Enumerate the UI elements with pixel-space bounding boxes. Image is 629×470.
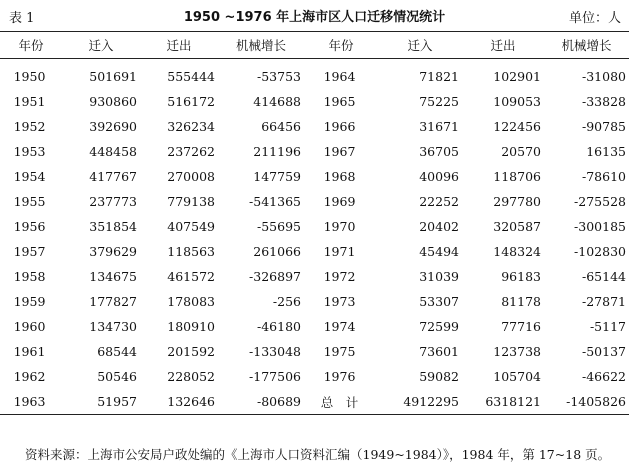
out-cell: 326234	[167, 119, 215, 134]
year-cell: 总 计	[320, 394, 359, 410]
year-cell: 1953	[13, 144, 46, 159]
net-cell: -53753	[257, 69, 301, 84]
out-cell: 132646	[167, 394, 215, 409]
out-cell: 779138	[167, 194, 215, 209]
year-cell: 1966	[323, 119, 356, 134]
in-cell: 71821	[419, 69, 459, 84]
col-header-year-2: 年份	[328, 38, 354, 53]
year-cell: 1968	[323, 169, 356, 184]
table-row	[0, 114, 629, 139]
year-cell: 1972	[323, 269, 356, 284]
net-cell: -50137	[582, 344, 626, 359]
table-row	[0, 164, 629, 189]
net-cell: -46622	[582, 369, 626, 384]
table-row	[0, 239, 629, 264]
table-row	[0, 389, 629, 415]
year-cell: 1970	[323, 219, 356, 234]
table-row	[0, 89, 629, 114]
in-cell: 68544	[97, 344, 137, 359]
in-cell: 134730	[89, 319, 137, 334]
out-cell: 270008	[167, 169, 215, 184]
out-cell: 20570	[501, 144, 541, 159]
year-cell: 1956	[13, 219, 46, 234]
in-cell: 448458	[89, 144, 137, 159]
net-cell: -541365	[249, 194, 301, 209]
net-cell: -27871	[582, 294, 626, 309]
out-cell: 320587	[493, 219, 541, 234]
in-cell: 59082	[419, 369, 459, 384]
in-cell: 379629	[89, 244, 137, 259]
net-cell: -65144	[582, 269, 626, 284]
in-cell: 237773	[89, 194, 137, 209]
net-cell: -1405826	[566, 394, 626, 409]
col-header-net-2: 机械增长	[561, 38, 612, 53]
net-cell: -326897	[249, 269, 301, 284]
out-cell: 118706	[493, 169, 541, 184]
year-cell: 1973	[323, 294, 356, 309]
out-cell: 516172	[167, 94, 215, 109]
year-cell: 1955	[13, 194, 46, 209]
net-cell: 261066	[253, 244, 301, 259]
in-cell: 72599	[419, 319, 459, 334]
in-cell: 31039	[419, 269, 459, 284]
in-cell: 40096	[419, 169, 459, 184]
out-cell: 201592	[167, 344, 215, 359]
out-cell: 407549	[167, 219, 215, 234]
year-cell: 1975	[323, 344, 356, 359]
header-row	[0, 32, 629, 59]
net-cell: -102830	[574, 244, 626, 259]
in-cell: 22252	[419, 194, 459, 209]
in-cell: 31671	[419, 119, 459, 134]
out-cell: 555444	[167, 69, 215, 84]
net-cell: -300185	[574, 219, 626, 234]
table-row	[0, 289, 629, 314]
net-cell: 147759	[253, 169, 301, 184]
net-cell: 414688	[253, 94, 301, 109]
col-header-net: 机械增长	[235, 38, 286, 53]
col-header-year: 年份	[18, 38, 44, 53]
source-note: 资料来源：上海市公安局户政处编的《上海市人口资料汇编（1949~1984）》，1984 年，第 17~18 页。	[25, 447, 611, 462]
col-header-in-2: 迁入	[407, 38, 433, 53]
year-cell: 1976	[323, 369, 356, 384]
out-cell: 6318121	[485, 394, 541, 409]
year-cell: 1974	[323, 319, 356, 334]
net-cell: -133048	[249, 344, 301, 359]
net-cell: -90785	[582, 119, 626, 134]
table-row	[0, 214, 629, 239]
net-cell: -31080	[582, 69, 626, 84]
year-cell: 1959	[13, 294, 46, 309]
table-row	[0, 314, 629, 339]
table-row	[0, 139, 629, 164]
table-label: 表 1	[9, 11, 35, 26]
out-cell: 122456	[493, 119, 541, 134]
year-cell: 1965	[323, 94, 356, 109]
out-cell: 118563	[167, 244, 215, 259]
net-cell: -78610	[582, 169, 626, 184]
in-cell: 73601	[419, 344, 459, 359]
in-cell: 75225	[419, 94, 459, 109]
in-cell: 20402	[419, 219, 459, 234]
in-cell: 930860	[89, 94, 137, 109]
migration-table	[0, 31, 629, 415]
in-cell: 45494	[419, 244, 459, 259]
unit-note: 单位：人	[568, 11, 621, 26]
net-cell: -256	[272, 294, 301, 309]
in-cell: 36705	[419, 144, 459, 159]
year-cell: 1967	[323, 144, 356, 159]
out-cell: 461572	[167, 269, 215, 284]
out-cell: 102901	[493, 69, 541, 84]
year-cell: 1963	[13, 394, 46, 409]
net-cell: -80689	[257, 394, 301, 409]
table-row	[0, 189, 629, 214]
year-cell: 1962	[13, 369, 46, 384]
year-cell: 1952	[13, 119, 46, 134]
net-cell: 16135	[586, 144, 626, 159]
in-cell: 134675	[89, 269, 137, 284]
in-cell: 501691	[89, 69, 137, 84]
year-cell: 1958	[13, 269, 46, 284]
in-cell: 417767	[89, 169, 137, 184]
year-cell: 1969	[323, 194, 356, 209]
out-cell: 178083	[167, 294, 215, 309]
out-cell: 237262	[167, 144, 215, 159]
in-cell: 50546	[97, 369, 137, 384]
out-cell: 228052	[167, 369, 215, 384]
in-cell: 4912295	[403, 394, 459, 409]
net-cell: -46180	[257, 319, 301, 334]
table-caption	[0, 0, 629, 30]
out-cell: 109053	[493, 94, 541, 109]
year-cell: 1960	[13, 319, 46, 334]
out-cell: 77716	[501, 319, 541, 334]
net-cell: -5117	[589, 319, 626, 334]
table-title: 1950 ~1976 年上海市区人口迁移情况统计	[183, 10, 446, 25]
net-cell: -177506	[249, 369, 301, 384]
in-cell: 177827	[89, 294, 137, 309]
net-cell: -275528	[574, 194, 626, 209]
out-cell: 297780	[493, 194, 541, 209]
out-cell: 81178	[501, 294, 541, 309]
table-row	[0, 339, 629, 364]
net-cell: 211196	[253, 144, 301, 159]
in-cell: 351854	[89, 219, 137, 234]
net-cell: -33828	[582, 94, 626, 109]
in-cell: 53307	[419, 294, 459, 309]
table-row	[0, 59, 629, 90]
year-cell: 1964	[323, 69, 356, 84]
net-cell: 66456	[261, 119, 301, 134]
table-row	[0, 364, 629, 389]
in-cell: 51957	[97, 394, 137, 409]
year-cell: 1957	[13, 244, 46, 259]
year-cell: 1971	[323, 244, 356, 259]
col-header-in: 迁入	[88, 38, 114, 53]
in-cell: 392690	[89, 119, 137, 134]
year-cell: 1954	[13, 169, 46, 184]
out-cell: 148324	[493, 244, 541, 259]
out-cell: 105704	[493, 369, 541, 384]
net-cell: -55695	[257, 219, 301, 234]
table-row	[0, 264, 629, 289]
out-cell: 96183	[501, 269, 541, 284]
out-cell: 123738	[493, 344, 541, 359]
year-cell: 1950	[13, 69, 46, 84]
col-header-out-2: 迁出	[490, 38, 516, 53]
year-cell: 1961	[13, 344, 46, 359]
year-cell: 1951	[13, 94, 46, 109]
col-header-out: 迁出	[166, 38, 192, 53]
out-cell: 180910	[167, 319, 215, 334]
